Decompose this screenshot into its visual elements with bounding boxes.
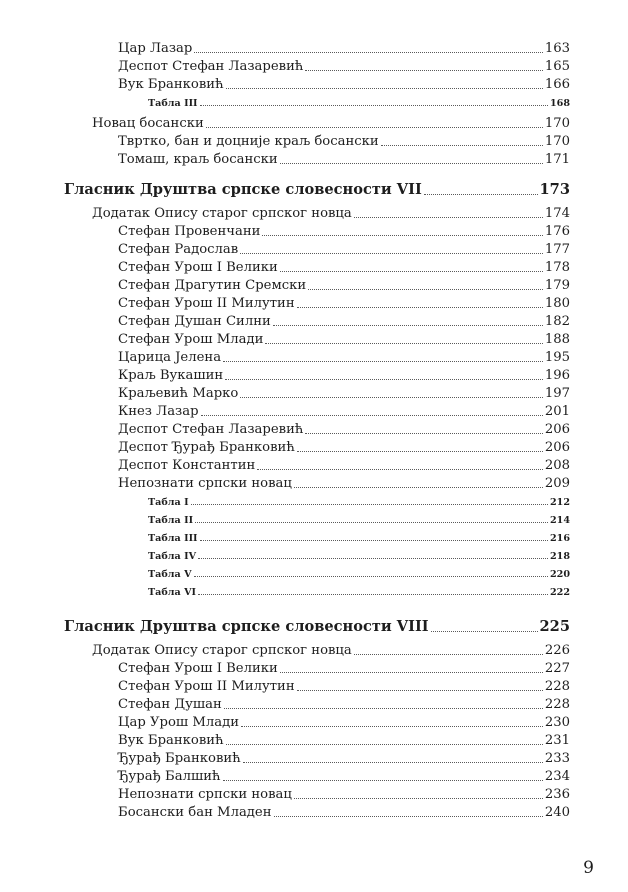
toc-entry xyxy=(118,41,570,56)
toc-entry xyxy=(118,368,570,383)
dot-leader xyxy=(354,216,543,218)
toc-entry xyxy=(118,260,570,275)
toc-entry-title: Табла III xyxy=(148,98,198,109)
toc-entry-page: 173 xyxy=(539,181,570,198)
dot-leader xyxy=(294,486,543,488)
toc-entry-title: Гласник Друштва српске словесности VIII xyxy=(64,618,429,635)
toc-entry xyxy=(118,787,570,802)
toc-entry-page: 171 xyxy=(544,152,570,167)
dot-leader xyxy=(354,653,543,655)
toc-entry-title: Ђурађ Бранковић xyxy=(118,751,241,766)
toc-entry-page: 228 xyxy=(544,697,570,712)
dot-leader xyxy=(198,557,548,559)
toc-entry-page: 180 xyxy=(544,296,570,311)
toc-section-heading xyxy=(64,181,570,198)
toc-plate-entry xyxy=(148,497,570,508)
dot-leader xyxy=(225,378,543,380)
dot-leader xyxy=(194,51,542,53)
dot-leader xyxy=(226,87,543,89)
toc-entry-title: Деспот Стефан Лазаревић xyxy=(118,422,304,437)
toc-entry-title: Додатак Опису старог српског новца xyxy=(92,206,352,221)
toc-entry-title: Табла I xyxy=(148,497,189,508)
toc-entry-page: 226 xyxy=(544,643,570,658)
toc-entry-page: 222 xyxy=(549,587,570,598)
toc-entry-title: Стефан Провенчани xyxy=(118,224,261,239)
dot-leader xyxy=(431,630,538,632)
toc-entry xyxy=(118,278,570,293)
dot-leader xyxy=(241,725,543,727)
toc-entry-title: Деспот Ђурађ Бранковић xyxy=(118,440,295,455)
toc-entry-page: 170 xyxy=(544,134,570,149)
dot-leader xyxy=(294,797,543,799)
toc-entry-title: Твртко, бан и доцније краљ босански xyxy=(118,134,379,149)
toc-entry-title: Деспот Константин xyxy=(118,458,256,473)
toc-entry-title: Табла IV xyxy=(148,551,197,562)
toc-entry-title: Царица Јелена xyxy=(118,350,222,365)
dot-leader xyxy=(424,193,538,195)
toc-entry-title: Вук Бранковић xyxy=(118,77,224,92)
dot-leader xyxy=(280,671,543,673)
toc-entry-title: Ђурађ Балшић xyxy=(118,769,221,784)
toc-entry-title: Новац босански xyxy=(92,116,204,131)
toc-plate-entry xyxy=(148,515,570,526)
toc-entry-page: 220 xyxy=(549,569,570,580)
toc-entry-page: 208 xyxy=(544,458,570,473)
dot-leader xyxy=(194,575,548,577)
dot-leader xyxy=(200,539,548,541)
toc-entry-page: 168 xyxy=(549,98,570,109)
toc-plate-entry xyxy=(148,569,570,580)
toc-entry-title: Стефан Радослав xyxy=(118,242,239,257)
toc-entry xyxy=(118,152,570,167)
toc-entry-page: 206 xyxy=(544,422,570,437)
toc-entry-page: 177 xyxy=(544,242,570,257)
toc-entry-page: 227 xyxy=(544,661,570,676)
toc-entry xyxy=(118,440,570,455)
toc-entry xyxy=(118,422,570,437)
toc-entry-title: Цар Лазар xyxy=(118,41,193,56)
toc-entry-page: 228 xyxy=(544,679,570,694)
dot-leader xyxy=(308,288,543,290)
toc-entry-title: Краљевић Марко xyxy=(118,386,239,401)
toc-entry xyxy=(118,224,570,239)
toc-entry-title: Стефан Урош II Милутин xyxy=(118,679,295,694)
toc-entry-title: Додатак Опису старог српског новца xyxy=(92,643,352,658)
toc-entry xyxy=(118,332,570,347)
dot-leader xyxy=(240,396,543,398)
toc-entry xyxy=(118,350,570,365)
toc-entry-page: 195 xyxy=(544,350,570,365)
dot-leader xyxy=(280,162,543,164)
toc-entry-title: Стефан Урош I Велики xyxy=(118,661,278,676)
toc-entry xyxy=(118,751,570,766)
toc-entry-page: 240 xyxy=(544,805,570,820)
toc-entry-title: Табла V xyxy=(148,569,192,580)
page-number: 9 xyxy=(583,858,594,878)
toc-entry-title: Гласник Друштва српске словесности VII xyxy=(64,181,422,198)
toc-entry xyxy=(118,715,570,730)
toc-entry-page: 196 xyxy=(544,368,570,383)
toc-entry-page: 225 xyxy=(539,618,570,635)
dot-leader xyxy=(262,234,542,236)
toc-entry-page: 236 xyxy=(544,787,570,802)
toc-entry xyxy=(118,134,570,149)
toc-entry-page: 197 xyxy=(544,386,570,401)
dot-leader xyxy=(305,432,542,434)
toc-entry-page: 212 xyxy=(549,497,570,508)
toc-entry xyxy=(118,59,570,74)
toc-entry-page: 163 xyxy=(544,41,570,56)
toc-entry xyxy=(118,733,570,748)
toc-entry-title: Томаш, краљ босански xyxy=(118,152,278,167)
toc-entry-title: Табла II xyxy=(148,515,194,526)
toc-plate-entry xyxy=(148,551,570,562)
toc-entry-title: Табла III xyxy=(148,533,198,544)
dot-leader xyxy=(206,126,543,128)
toc-entry xyxy=(118,77,570,92)
toc-entry-title: Вук Бранковић xyxy=(118,733,224,748)
dot-leader xyxy=(198,593,548,595)
toc-entry-title: Цар Урош Млади xyxy=(118,715,240,730)
toc-entry-title: Непознати српски новац xyxy=(118,476,292,491)
toc-plate-entry xyxy=(148,533,570,544)
toc-entry-title: Краљ Вукашин xyxy=(118,368,224,383)
toc-entry xyxy=(118,769,570,784)
toc-entry-page: 174 xyxy=(544,206,570,221)
dot-leader xyxy=(200,104,548,106)
toc-entry xyxy=(118,458,570,473)
toc-entry-page: 182 xyxy=(544,314,570,329)
toc-entry-page: 218 xyxy=(549,551,570,562)
toc-entry-page: 214 xyxy=(549,515,570,526)
toc-entry-page: 176 xyxy=(544,224,570,239)
dot-leader xyxy=(257,468,543,470)
dot-leader xyxy=(195,521,548,523)
toc-entry-page: 179 xyxy=(544,278,570,293)
toc-entry-title: Стефан Душан xyxy=(118,697,222,712)
dot-leader xyxy=(223,360,543,362)
dot-leader xyxy=(297,306,543,308)
toc-plate-entry xyxy=(148,98,570,109)
toc-entry xyxy=(118,386,570,401)
dot-leader xyxy=(224,707,543,709)
dot-leader xyxy=(226,743,543,745)
toc-entry xyxy=(118,296,570,311)
toc-entry xyxy=(118,805,570,820)
dot-leader xyxy=(201,414,543,416)
dot-leader xyxy=(305,69,542,71)
dot-leader xyxy=(243,761,543,763)
toc-plate-entry xyxy=(148,587,570,598)
dot-leader xyxy=(223,779,543,781)
toc-entry-title: Стефан Урош I Велики xyxy=(118,260,278,275)
toc-entry-page: 188 xyxy=(544,332,570,347)
toc-entry-page: 201 xyxy=(544,404,570,419)
toc-entry xyxy=(118,242,570,257)
toc-entry xyxy=(92,116,570,131)
toc-entry-page: 166 xyxy=(544,77,570,92)
toc-entry xyxy=(118,404,570,419)
toc-entry-page: 178 xyxy=(544,260,570,275)
toc-entry-title: Деспот Стефан Лазаревић xyxy=(118,59,304,74)
toc-entry xyxy=(118,679,570,694)
toc-entry xyxy=(118,661,570,676)
dot-leader xyxy=(265,342,542,344)
toc-entry-page: 206 xyxy=(544,440,570,455)
toc-entry-title: Кнез Лазар xyxy=(118,404,199,419)
dot-leader xyxy=(381,144,543,146)
toc-entry-title: Непознати српски новац xyxy=(118,787,292,802)
toc-entry xyxy=(118,314,570,329)
dot-leader xyxy=(240,252,543,254)
toc-entry xyxy=(92,206,570,221)
toc-entry xyxy=(92,643,570,658)
dot-leader xyxy=(274,815,543,817)
toc-entry xyxy=(118,476,570,491)
toc-entry-page: 234 xyxy=(544,769,570,784)
toc-section-heading xyxy=(64,618,570,635)
toc-entry xyxy=(118,697,570,712)
toc-entry-page: 231 xyxy=(544,733,570,748)
toc-entry-page: 170 xyxy=(544,116,570,131)
toc-entry-title: Стефан Урош II Милутин xyxy=(118,296,295,311)
dot-leader xyxy=(297,689,543,691)
toc-entry-page: 209 xyxy=(544,476,570,491)
toc-entry-page: 233 xyxy=(544,751,570,766)
dot-leader xyxy=(297,450,543,452)
toc-entry-title: Стефан Душан Силни xyxy=(118,314,271,329)
toc-entry-page: 165 xyxy=(544,59,570,74)
toc-entry-page: 230 xyxy=(544,715,570,730)
dot-leader xyxy=(280,270,543,272)
dot-leader xyxy=(191,503,548,505)
toc-entry-page: 216 xyxy=(549,533,570,544)
toc-entry-title: Стефан Драгутин Сремски xyxy=(118,278,307,293)
toc-entry-title: Табла VI xyxy=(148,587,197,598)
dot-leader xyxy=(273,324,543,326)
toc-entry-title: Босански бан Младен xyxy=(118,805,272,820)
toc-entry-title: Стефан Урош Млади xyxy=(118,332,264,347)
